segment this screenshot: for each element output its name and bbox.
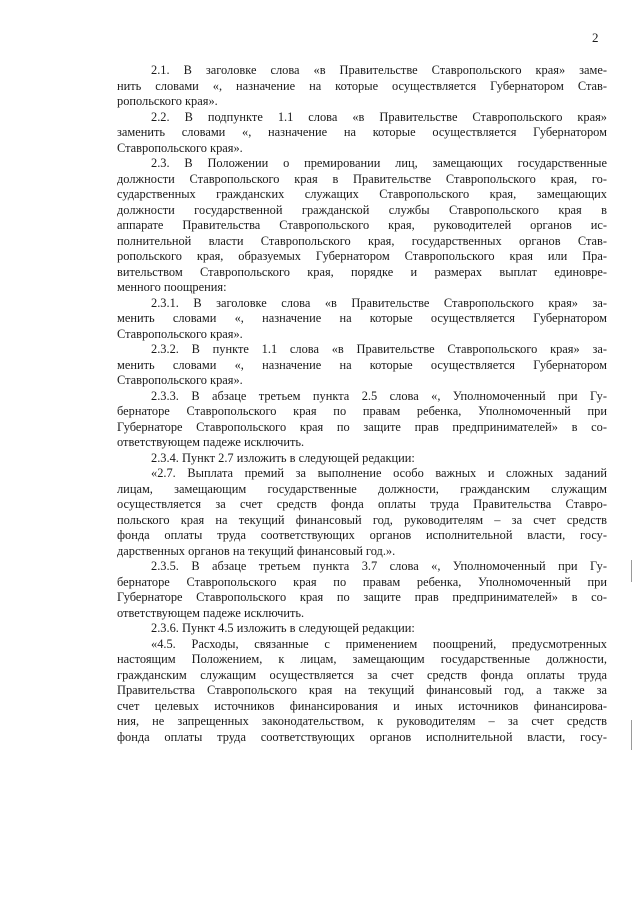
scan-edge-mark [631, 720, 632, 750]
text-line: менить словами «, назначение на которые осуществляется Губернатором [117, 311, 607, 325]
text-line: должности государственной гражданской службы Ставропольского края в [117, 202, 607, 217]
text-line: ответствующем падеже исключить. [117, 435, 305, 449]
text-line: «2.7. Выплата премий за выполнение особо важных и сложных заданий [151, 466, 607, 480]
paragraph [117, 637, 607, 746]
paragraph [117, 389, 607, 451]
text-line: 2.3.2. В пункте 1.1 слова «в Правительстве Ставропольского края» за- [151, 342, 607, 356]
paragraph [117, 451, 607, 467]
text-line: 2.1. В заголовке слова «в Правительстве Ставропольского края» заме- [151, 63, 607, 77]
text-line: полнительной власти Ставропольского края, государственных органов Став- [117, 233, 607, 248]
text-line: Правительства Ставропольского края на текущий финансовый год, а также за [117, 683, 607, 697]
text-line: 2.2. В подпункте 1.1 слова «в Правительстве Ставропольского края» [151, 109, 607, 124]
text-line: польского края на текущий финансовый год, руководителям – за счет средств [117, 512, 607, 527]
text-line: 2.3.6. Пункт 4.5 изложить в следующей редакции: [151, 621, 415, 635]
text-line: бернаторе Ставропольского края по правам ребенка, Уполномоченный при [117, 404, 607, 418]
text-line: настоящим Положением, к лицам, замещающим государственные должности, [117, 652, 607, 666]
text-line: фонда оплаты труда соответствующих органов исполнительной власти, госу- [117, 528, 607, 542]
text-line: ответствующем падеже исключить. [117, 605, 305, 620]
text-line: Ставропольского края». [117, 140, 243, 155]
text-line: «4.5. Расходы, связанные с применением поощрений, предусмотренных [151, 636, 607, 651]
text-line: 2.3.3. В абзаце третьем пункта 2.5 слова «, Уполномоченный при Гу- [151, 388, 607, 403]
page-number: 2 [592, 30, 599, 45]
paragraph [117, 156, 607, 296]
text-line: вительством Ставропольского края, порядке и размерах выплат единовре- [117, 264, 607, 279]
paragraph [117, 110, 607, 157]
text-line: ния, не запрещенных законодательством, к руководителям – за счет средств [117, 714, 607, 728]
text-line: фонда оплаты труда соответствующих органов исполнительной власти, госу- [117, 729, 607, 744]
text-line: 2.3.1. В заголовке слова «в Правительстве Ставропольского края» за- [151, 295, 607, 310]
text-line: менного поощрения: [117, 280, 227, 294]
paragraph [117, 621, 607, 637]
text-line: должности Ставропольского края в Правительстве Ставропольского края, го- [117, 171, 607, 186]
paragraph [117, 559, 607, 621]
text-line: аппарате Правительства Ставропольского края, руководителей органов ис- [117, 218, 607, 232]
paragraph [117, 466, 607, 559]
text-line: гражданским служащим осуществляется за счет средств фонда оплаты труда [117, 667, 607, 682]
text-line: 2.3.5. В абзаце третьем пункта 3.7 слова «, Уполномоченный при Гу- [151, 559, 607, 573]
text-line: заменить словами «, назначение на которые осуществляется Губернатором [117, 125, 607, 139]
text-line: Губернаторе Ставропольского края по защите прав предпринимателей» в со- [117, 419, 607, 434]
text-line: счет целевых источников финансирования и иных источников финансирова- [117, 698, 607, 713]
paragraph [117, 342, 607, 389]
text-line: бернаторе Ставропольского края по правам ребенка, Уполномоченный при [117, 574, 607, 589]
text-line: ропольского края». [117, 94, 218, 108]
document-body [117, 63, 607, 745]
paragraph [117, 63, 607, 110]
paragraph [117, 296, 607, 343]
text-line: осуществляется за счет средств фонда оплаты труда Правительства Ставро- [117, 497, 607, 511]
text-line: лицам, замещающим государственные должности, гражданским служащим [117, 481, 607, 496]
text-line: Ставропольского края». [117, 373, 243, 387]
text-line: дарственных органов на текущий финансовый год.». [117, 543, 396, 558]
text-line: Ставропольского края». [117, 326, 243, 341]
text-line: ропольского края, образуемых Губернатором Ставропольского края или Пра- [117, 249, 607, 263]
text-line: нить словами «, назначение на которые осуществляется Губернатором Став- [117, 78, 607, 93]
text-line: Губернаторе Ставропольского края по защите прав предпринимателей» в со- [117, 590, 607, 604]
text-line: 2.3.4. Пункт 2.7 изложить в следующей редакции: [151, 450, 415, 465]
scan-edge-mark [631, 560, 632, 582]
text-line: 2.3. В Положении о премировании лиц, замещающих государственные [151, 156, 607, 170]
text-line: менить словами «, назначение на которые осуществляется Губернатором [117, 357, 607, 372]
text-line: сударственных гражданских служащих Ставропольского края, замещающих [117, 187, 607, 201]
